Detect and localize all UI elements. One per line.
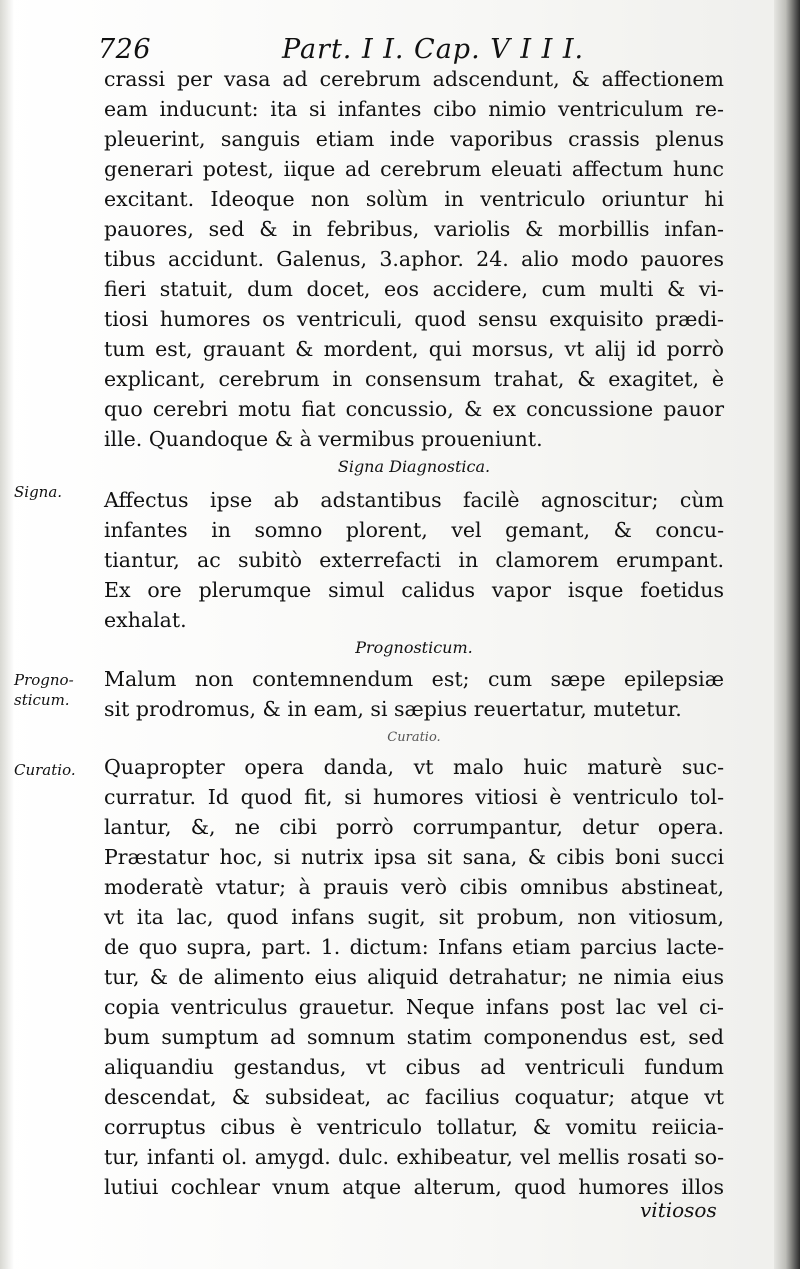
margin-note-line: Progno- bbox=[14, 671, 74, 689]
text-line: copia ventriculus grauetur. Neque infans post lac vel ci- bbox=[104, 995, 724, 1019]
text-line: tur, infanti ol. amygd. dulc. exhibeatur, vel mellis rosati so- bbox=[104, 1145, 724, 1169]
running-title: Part. I I. Cap. V I I I. bbox=[282, 34, 585, 65]
text-line: tiosi humores os ventriculi, quod sensu exquisito prædi- bbox=[104, 307, 724, 331]
text-line: generari potest, iique ad cerebrum eleuati affectum hunc bbox=[104, 157, 724, 181]
text-line: crassi per vasa ad cerebrum adscendunt, & affectionem bbox=[104, 67, 724, 91]
text-line: Quapropter opera danda, vt malo huic maturè suc- bbox=[104, 755, 724, 779]
text-line: de quo supra, part. 1. dictum: Infans etiam parcius lacte- bbox=[104, 935, 724, 959]
section-heading-prognosticum: Prognosticum. bbox=[355, 638, 473, 657]
catchword: vitiosos bbox=[640, 1198, 717, 1222]
text-line: bum sumptum ad somnum statim componendus est, sed bbox=[104, 1025, 724, 1049]
text-line: infantes in somno plorent, vel gemant, & concu- bbox=[104, 518, 724, 542]
text-line: tum est, grauant & mordent, qui morsus, vt alij id porrò bbox=[104, 337, 724, 361]
text-line: explicant, cerebrum in consensum trahat, & exagitet, è bbox=[104, 367, 724, 391]
text-line: ille. Quandoque & à vermibus proueniunt. bbox=[104, 427, 543, 451]
text-line: pauores, sed & in febribus, variolis & morbillis infan- bbox=[104, 217, 724, 241]
margin-note-line: sticum. bbox=[14, 691, 70, 709]
text-line: pleuerint, sanguis etiam inde vaporibus crassis plenus bbox=[104, 127, 724, 151]
text-line: descendat, & subsideat, ac facilius coquatur; atque vt bbox=[104, 1085, 724, 1109]
margin-note-curatio: Curatio. bbox=[14, 761, 76, 779]
text-line: corruptus cibus è ventriculo tollatur, & vomitu reiicia- bbox=[104, 1115, 724, 1139]
text-line: Præstatur hoc, si nutrix ipsa sit sana, & cibis boni succi bbox=[104, 845, 724, 869]
text-line: exhalat. bbox=[104, 608, 187, 632]
text-line: Ex ore plerumque simul calidus vapor isque foetidus bbox=[104, 578, 724, 602]
folio-number: 726 bbox=[98, 34, 152, 65]
text-line: lutiui cochlear vnum atque alterum, quod humores illos bbox=[104, 1175, 724, 1199]
page-edge-shadow bbox=[774, 0, 800, 1269]
page-gutter-shadow bbox=[0, 0, 14, 1269]
text-line: aliquandiu gestandus, vt cibus ad ventriculi fundum bbox=[104, 1055, 724, 1079]
text-line: lantur, &, ne cibi porrò corrumpantur, detur opera. bbox=[104, 815, 724, 839]
text-line: eam inducunt: ita si infantes cibo nimio ventriculum re- bbox=[104, 97, 724, 121]
paragraph-signa bbox=[104, 485, 724, 635]
text-line: vt ita lac, quod infans sugit, sit probum, non vitiosum, bbox=[104, 905, 724, 929]
text-line: fieri statuit, dum docet, eos accidere, cum multi & vi- bbox=[104, 277, 724, 301]
section-heading-signa: Signa Diagnostica. bbox=[337, 457, 491, 476]
text-line: excitant. Ideoque non solùm in ventriculo oriuntur hi bbox=[104, 187, 724, 211]
text-line: Affectus ipse ab adstantibus facilè agnoscitur; cùm bbox=[104, 488, 724, 512]
text-line: moderatè vtatur; à prauis verò cibis omnibus abstineat, bbox=[104, 875, 724, 899]
text-line: curratur. Id quod fit, si humores vitiosi è ventriculo tol- bbox=[104, 785, 724, 809]
paragraph-causes bbox=[104, 64, 724, 454]
text-line: sit prodromus, & in eam, si sæpius reuertatur, mutetur. bbox=[104, 697, 682, 721]
text-line: Malum non contemnendum est; cum sæpe epilepsiæ bbox=[104, 667, 724, 691]
paragraph-curatio bbox=[104, 752, 724, 1202]
section-heading-curatio: Curatio. bbox=[387, 730, 441, 745]
margin-note-signa: Signa. bbox=[14, 483, 63, 501]
paragraph-prognosticum bbox=[104, 664, 724, 724]
text-line: tibus accidunt. Galenus, 3.aphor. 24. alio modo pauores bbox=[104, 247, 724, 271]
text-line: tur, & de alimento eius aliquid detrahatur; ne nimia eius bbox=[104, 965, 724, 989]
text-line: tiantur, ac subitò exterrefacti in clamorem erumpant. bbox=[104, 548, 724, 572]
text-line: quo cerebri motu fiat concussio, & ex concussione pauor bbox=[104, 397, 724, 421]
margin-note-prognosticum bbox=[14, 670, 74, 710]
